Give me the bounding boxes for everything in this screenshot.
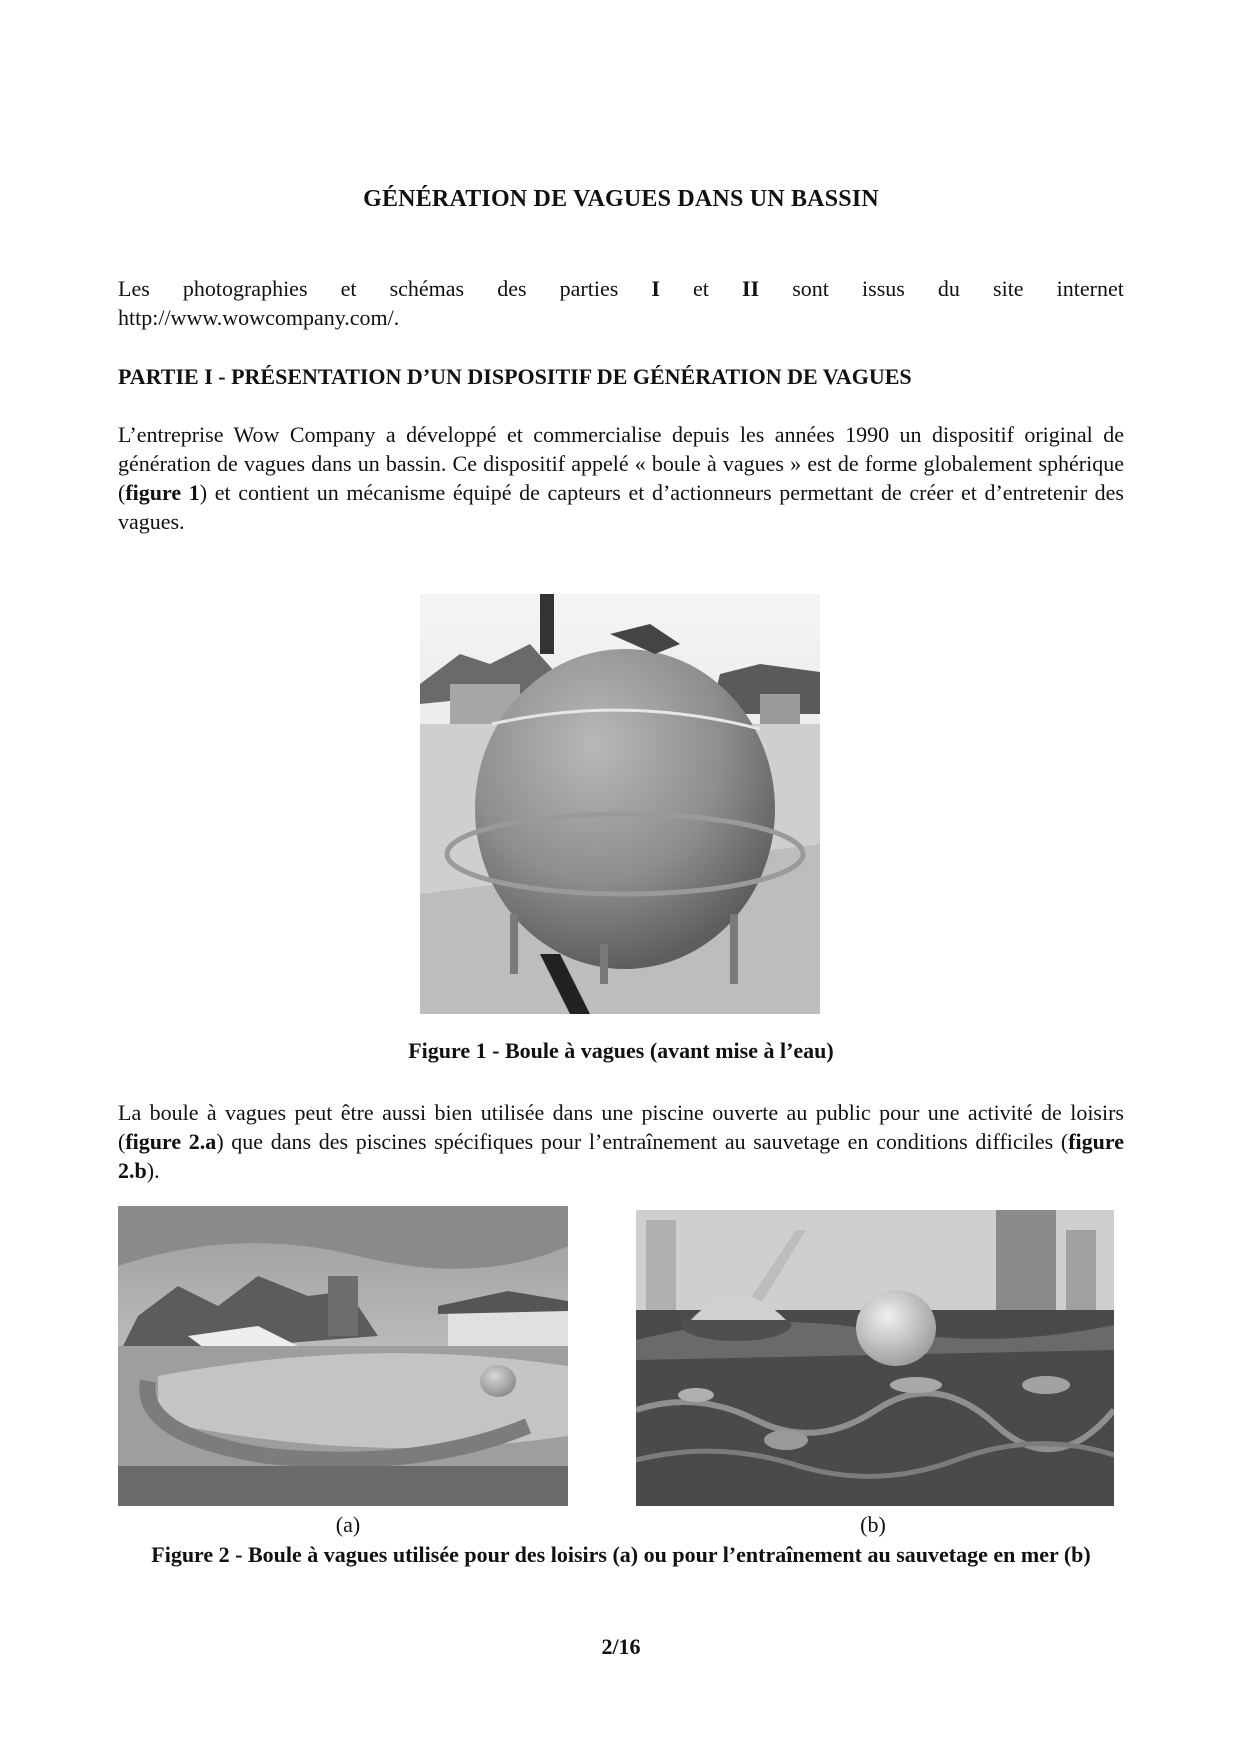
intro-word: et	[340, 276, 357, 301]
intro-word: Les	[118, 276, 150, 301]
paragraph-text: L’entreprise Wow Company a développé et commercialise depuis les années 1990 un dispositif original de génération de vagues dans un bassin. Ce dispositif appelé « boule à vagues » est de forme globalement sphérique (	[118, 422, 1124, 505]
intro-word: internet	[1056, 276, 1124, 301]
figure-reference: figure 2.b	[118, 1129, 1125, 1183]
paragraph-1	[118, 420, 1124, 536]
intro-line	[118, 274, 1124, 303]
intro-word: photographies	[182, 276, 308, 301]
intro-url: http://www.wowcompany.com/.	[118, 305, 400, 330]
paragraph-text: ).	[146, 1158, 160, 1183]
page-number: 2/16	[601, 1634, 641, 1659]
paragraph-text: ) que dans des piscines spécifiques pour l’entraînement au sauvetage en conditions difficiles (	[216, 1129, 1069, 1154]
figure-reference: figure 2.a	[125, 1129, 217, 1154]
intro-word: et	[693, 276, 709, 301]
figure-2a-photo	[118, 1206, 568, 1506]
figure-2b-photo	[636, 1210, 1114, 1506]
paragraph-text: La boule à vagues peut être aussi bien utilisée dans une piscine ouverte au public pour une activité de loisirs (	[118, 1100, 1124, 1154]
figure-2-caption: Figure 2 - Boule à vagues utilisée pour des loisirs (a) ou pour l’entraînement au sauvetage en mer (b)	[151, 1542, 1091, 1567]
intro-word: schémas	[389, 276, 465, 301]
intro-word: des	[497, 276, 527, 301]
figure-2b-label: (b)	[860, 1512, 886, 1537]
section-title: PARTIE I - PRÉSENTATION D’UN DISPOSITIF DE GÉNÉRATION DE VAGUES	[118, 364, 912, 389]
figure-1-photo	[420, 594, 820, 1014]
figure-reference: figure 1	[125, 480, 200, 505]
paragraph-text: ) et contient un mécanisme équipé de capteurs et d’actionneurs permettant de créer et d’entretenir des vagues.	[118, 480, 1124, 534]
document-page	[118, 0, 1124, 1754]
intro-paragraph	[118, 274, 1124, 332]
intro-word: II	[742, 276, 760, 301]
intro-word: du	[937, 276, 960, 301]
intro-word: site	[993, 276, 1024, 301]
document-title: GÉNÉRATION DE VAGUES DANS UN BASSIN	[363, 186, 879, 212]
paragraph-2	[118, 1098, 1124, 1185]
figure-1-caption: Figure 1 - Boule à vagues (avant mise à l’eau)	[408, 1038, 834, 1063]
intro-word: sont	[792, 276, 829, 301]
intro-word: parties	[559, 276, 619, 301]
figure-2a-label: (a)	[335, 1512, 361, 1537]
intro-word: I	[651, 276, 660, 301]
intro-word: issus	[862, 276, 905, 301]
